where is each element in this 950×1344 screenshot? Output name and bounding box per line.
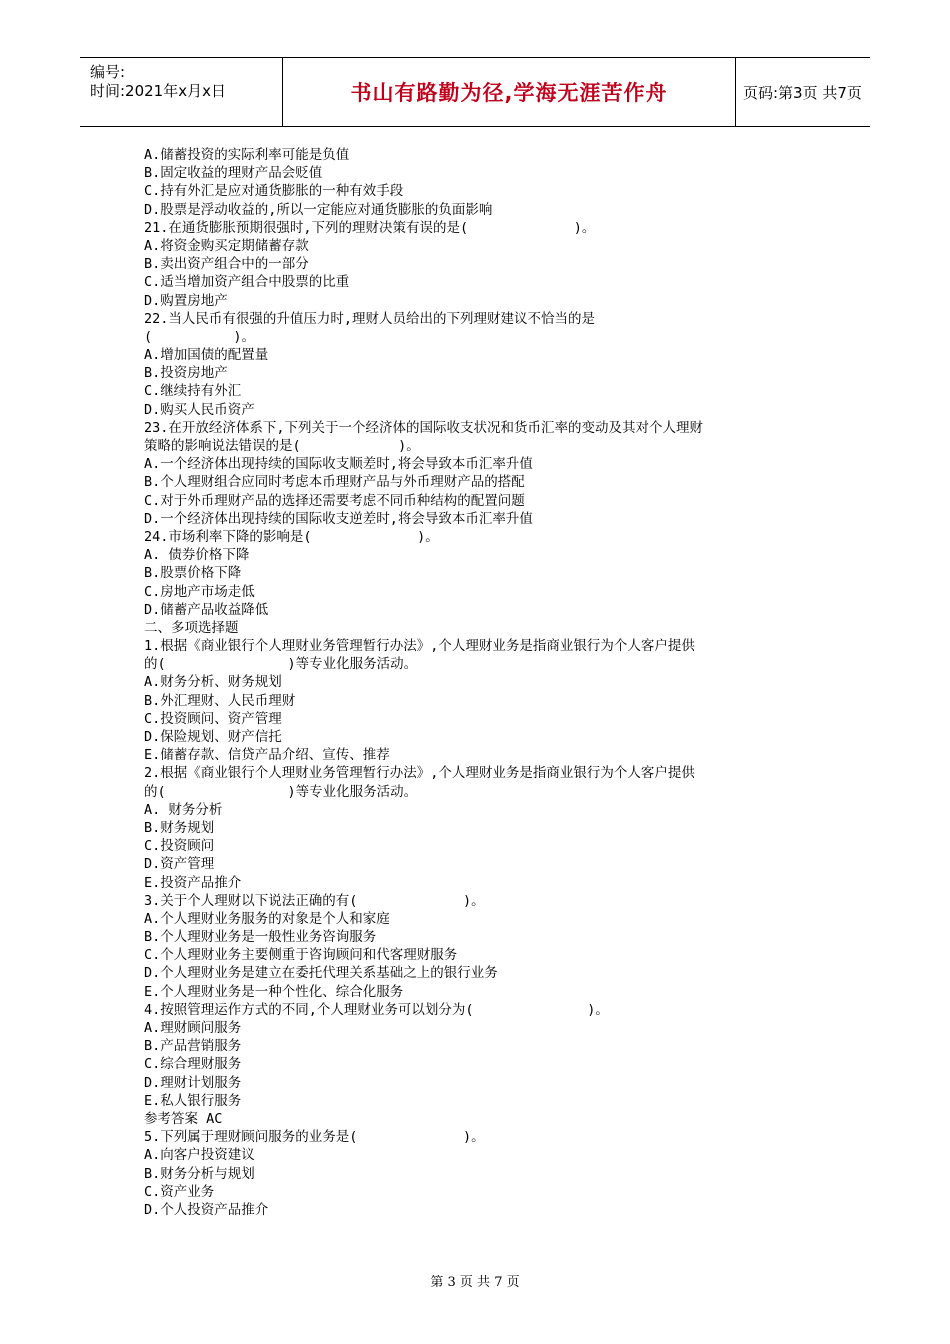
text-line: D.保险规划、财产信托 — [144, 729, 282, 745]
text-line: A.将资金购买定期储蓄存款 — [144, 237, 309, 254]
text-line: 24.市场利率下降的影响是( )。 — [144, 528, 439, 545]
text-line: 1.根据《商业银行个人理财业务管理暂行办法》,个人理财业务是指商业银行为个人客户提供 — [144, 638, 695, 655]
text-line: A. 债券价格下降 — [144, 547, 250, 564]
text-line: 的( )等专业化服务活动。 — [144, 656, 418, 673]
text-line: C.综合理财服务 — [144, 1056, 242, 1073]
text-line: 4.按照管理运作方式的不同,个人理财业务可以划分为( )。 — [144, 1001, 609, 1018]
text-line: B.财务分析与规划 — [144, 1165, 255, 1182]
motto-text: 书山有路勤为径,学海无涯苦作舟 — [350, 81, 668, 105]
text-line: B.外汇理财、人民币理财 — [144, 692, 296, 709]
text-line: C.投资顾问、资产管理 — [144, 710, 282, 727]
text-line: B.股票价格下降 — [144, 565, 242, 582]
text-line: E.个人理财业务是一种个性化、综合化服务 — [144, 983, 404, 1000]
text-line: B.投资房地产 — [144, 365, 228, 382]
text-line: B.产品营销服务 — [144, 1038, 242, 1055]
text-line: B.固定收益的理财产品会贬值 — [144, 165, 323, 182]
text-line: A.储蓄投资的实际利率可能是负值 — [144, 147, 350, 163]
text-line: C.投资顾问 — [144, 838, 215, 855]
text-line: A.理财顾问服务 — [144, 1020, 242, 1036]
text-line: D.股票是浮动收益的,所以一定能应对通货膨胀的负面影响 — [144, 201, 493, 218]
text-line: D.购买人民币资产 — [144, 401, 255, 418]
text-line: D.个人投资产品推介 — [144, 1201, 269, 1218]
text-line: 2.根据《商业银行个人理财业务管理暂行办法》,个人理财业务是指商业银行为个人客户提供 — [144, 765, 695, 782]
page-header — [80, 57, 870, 127]
text-line: A. 财务分析 — [144, 801, 223, 818]
text-line: C.房地产市场走低 — [144, 583, 255, 600]
page-info: 页码:第3页 共7页 — [743, 83, 862, 102]
header-left-cell — [80, 58, 282, 126]
text-line: 的( )等专业化服务活动。 — [144, 783, 418, 800]
text-line: B.个人理财组合应同时考虑本币理财产品与外币理财产品的搭配 — [144, 474, 525, 491]
text-line: A.个人理财业务服务的对象是个人和家庭 — [144, 910, 390, 927]
text-line: D.一个经济体出现持续的国际收支逆差时,将会导致本币汇率升值 — [144, 510, 533, 527]
text-line: 5.下列属于理财顾问服务的业务是( )。 — [144, 1129, 485, 1146]
text-line: C.对于外币理财产品的选择还需要考虑不同币种结构的配置问题 — [144, 492, 525, 509]
document-body — [144, 146, 824, 1219]
text-line: B.卖出资产组合中的一部分 — [144, 256, 309, 273]
text-line: C.适当增加资产组合中股票的比重 — [144, 274, 350, 291]
text-line: B.财务规划 — [144, 819, 215, 836]
text-line: A.财务分析、财务规划 — [144, 674, 282, 691]
page-footer: 第 3 页 共 7 页 — [430, 1275, 520, 1290]
text-line: B.个人理财业务是一般性业务咨询服务 — [144, 929, 377, 946]
text-line: D.储蓄产品收益降低 — [144, 601, 269, 618]
text-line: A.向客户投资建议 — [144, 1147, 255, 1164]
text-line: 参考答案 AC — [144, 1110, 223, 1127]
header-right-cell — [735, 58, 870, 126]
text-line: C.资产业务 — [144, 1183, 215, 1200]
text-line: E.投资产品推介 — [144, 874, 242, 891]
text-line: D.个人理财业务是建立在委托代理关系基础之上的银行业务 — [144, 965, 498, 982]
text-line: D.资产管理 — [144, 856, 215, 873]
header-middle-cell — [282, 58, 736, 126]
text-line: 3.关于个人理财以下说法正确的有( )。 — [144, 892, 485, 909]
text-line: 二、多项选择题 — [144, 619, 239, 636]
number-label: 编号: — [90, 63, 126, 81]
text-line: D.购置房地产 — [144, 292, 228, 309]
text-line: C.个人理财业务主要侧重于咨询顾问和代客理财服务 — [144, 947, 458, 964]
text-line: 23.在开放经济体系下,下列关于一个经济体的国际收支状况和货币汇率的变动及其对个人理财 — [144, 419, 704, 436]
time-label: 时间:2021年x月x日 — [90, 82, 226, 100]
text-line: ( )。 — [144, 328, 256, 345]
text-line: C.持有外汇是应对通货膨胀的一种有效手段 — [144, 183, 404, 200]
text-line: 22.当人民币有很强的升值压力时,理财人员给出的下列理财建议不恰当的是 — [144, 310, 596, 327]
text-line: A.增加国债的配置量 — [144, 347, 269, 364]
text-line: D.理财计划服务 — [144, 1074, 242, 1091]
text-line: 策略的影响说法错误的是( )。 — [144, 438, 420, 454]
text-line: 21.在通货膨胀预期很强时,下列的理财决策有误的是( )。 — [144, 219, 596, 236]
text-line: E.私人银行服务 — [144, 1092, 242, 1109]
text-line: E.储蓄存款、信贷产品介绍、宣传、推荐 — [144, 747, 390, 764]
text-line: A.一个经济体出现持续的国际收支顺差时,将会导致本币汇率升值 — [144, 456, 533, 473]
text-line: C.继续持有外汇 — [144, 383, 242, 400]
